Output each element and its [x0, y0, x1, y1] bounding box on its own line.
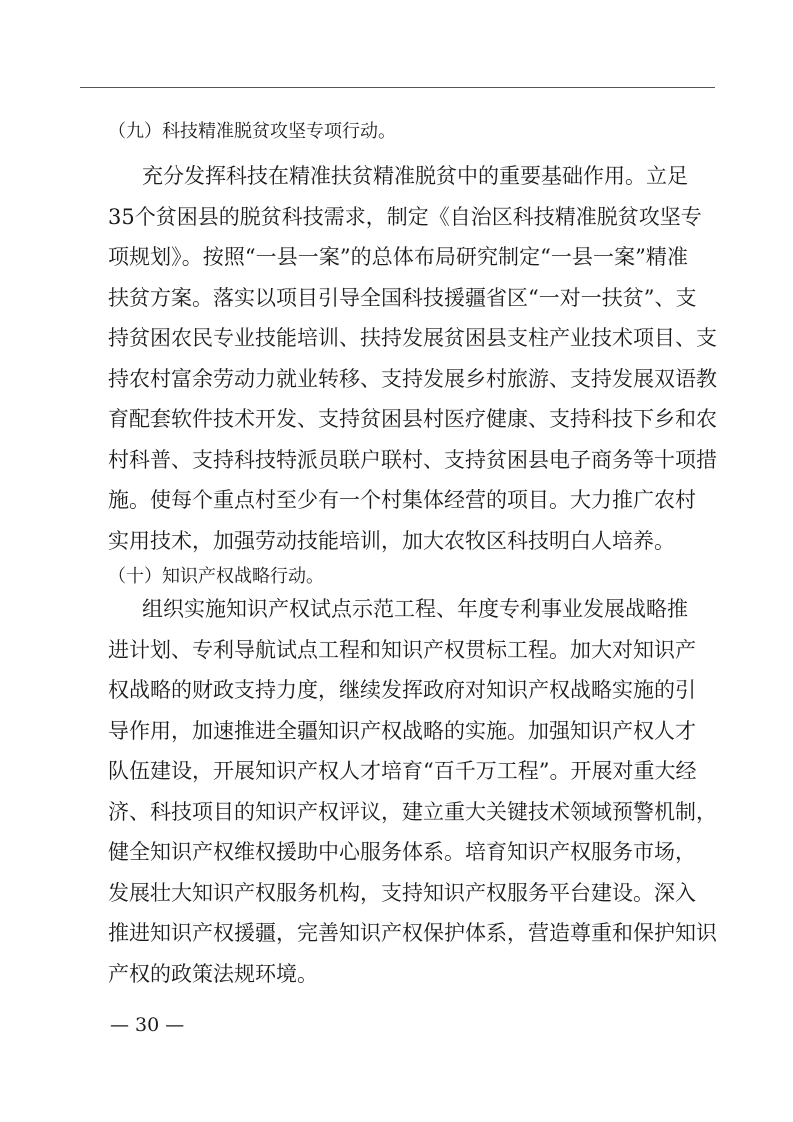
paragraph-line: 项规划》。按照“一县一案”的总体布局研究制定“一县一案”精准 [108, 245, 688, 269]
paragraph-line: 充分发挥科技在精准扶贫精准脱贫中的重要基础作用。立足 [142, 164, 688, 188]
paragraph-line: 施。使每个重点村至少有一个村集体经营的项目。大力推广农村 [108, 488, 696, 512]
paragraph-line: 健全知识产权维权援助中心服务体系。培育知识产权服务市场， [108, 840, 696, 864]
paragraph-line: 发展壮大知识产权服务机构，支持知识产权服务平台建设。深入 [108, 880, 696, 905]
section-10-heading: （十）知识产权战略行动。 [108, 566, 324, 587]
section-9-paragraph [108, 164, 717, 569]
paragraph-line: 队伍建设，开展知识产权人才培育“百千万工程”。开展对重大经 [108, 759, 697, 783]
paragraph-line: 推进知识产权援疆，完善知识产权保护体系，营造尊重和保护知识 [108, 921, 717, 945]
section-10-paragraph [108, 597, 717, 1002]
header-rule [80, 87, 715, 88]
paragraph-line: 35个贫困县的脱贫科技需求，制定《自治区科技精准脱贫攻坚专 [108, 204, 702, 229]
paragraph-line: 导作用，加速推进全疆知识产权战略的实施。加强知识产权人才 [108, 718, 696, 743]
paragraph-line: 产权的政策法规环境。 [108, 961, 318, 986]
paragraph-line: 持贫困农民专业技能培训、扶持发展贫困县支柱产业技术项目、支 [108, 326, 717, 350]
paragraph-line: 权战略的财政支持力度，继续发挥政府对知识产权战略实施的引 [108, 678, 696, 702]
paragraph-line: 济、科技项目的知识产权评议，建立重大关键技术领域预警机制， [108, 799, 717, 824]
paragraph-line: 扶贫方案。落实以项目引导全国科技援疆省区“一对一扶贫”、支 [108, 285, 697, 310]
paragraph-line: 育配套软件技术开发、支持贫困县村医疗健康、支持科技下乡和农 [108, 407, 717, 431]
page-number: — 30 — [110, 1014, 185, 1036]
paragraph-line: 实用技术，加强劳动技能培训，加大农牧区科技明白人培养。 [108, 528, 675, 553]
section-9-heading: （九）科技精准脱贫攻坚专项行动。 [108, 121, 396, 142]
paragraph-line: 村科普、支持科技特派员联户联村、支持贫困县电子商务等十项措 [108, 447, 717, 472]
paragraph-line: 组织实施知识产权试点示范工程、年度专利事业发展战略推 [142, 597, 688, 621]
paragraph-line: 持农村富余劳动力就业转移、支持发展乡村旅游、支持发展双语教 [108, 366, 717, 391]
paragraph-line: 进计划、专利导航试点工程和知识产权贯标工程。加大对知识产 [108, 637, 696, 662]
